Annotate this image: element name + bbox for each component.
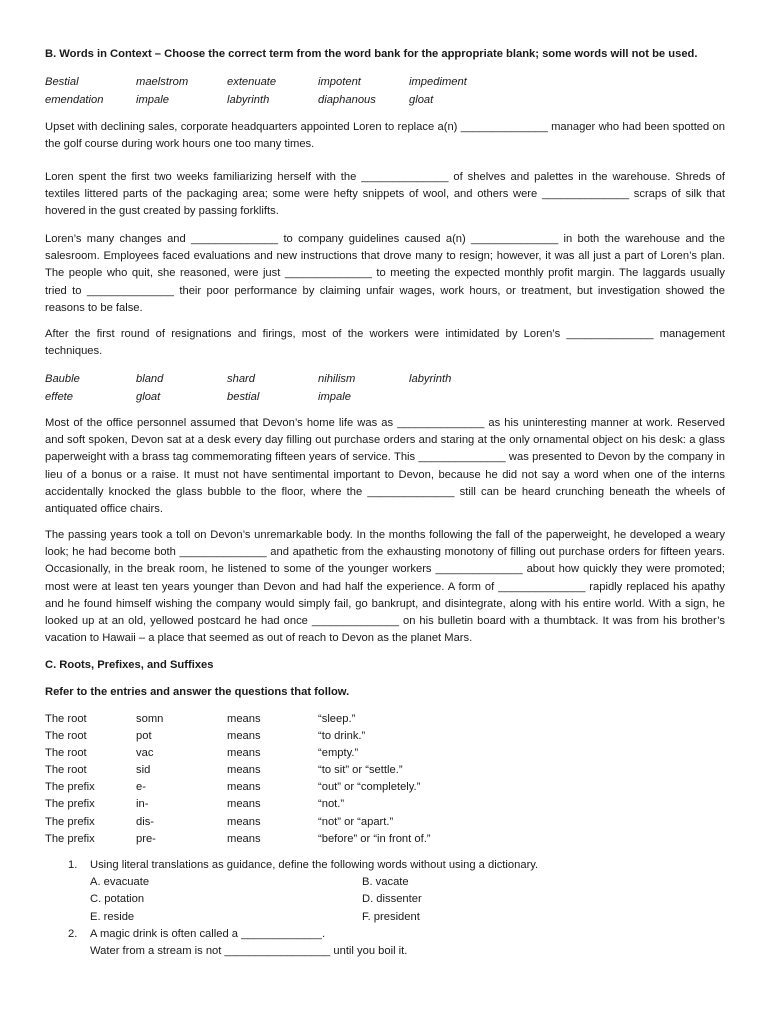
entry-kind: The root (45, 747, 87, 760)
word-bank-row (45, 92, 505, 110)
word-bank-term: effete (45, 390, 73, 403)
section-c-instruction: Refer to the entries and answer the questions that follow. (45, 686, 350, 698)
entry-kind: The root (45, 730, 87, 743)
prefix-entry (45, 779, 545, 796)
entry-kind: The root (45, 764, 87, 777)
entry-definition: “empty.” (318, 747, 359, 760)
root-entry (45, 711, 545, 728)
question-body (90, 926, 560, 960)
entry-kind: The prefix (45, 798, 95, 811)
word-bank-term: labyrinth (227, 93, 270, 106)
paragraph-4: After the first round of resignations and firings, most of the workers were intimidated by Loren’s ______________ management techniques. (45, 328, 725, 358)
word-bank-term: maelstrom (136, 76, 189, 88)
word-bank-term: impale (136, 93, 169, 106)
entry-part: pre- (136, 832, 156, 845)
entry-definition: “out” or “completely.” (318, 781, 421, 794)
entry-kind: The prefix (45, 781, 95, 794)
word-bank-term: Bestial (45, 76, 79, 88)
entry-kind: The prefix (45, 832, 95, 845)
paragraph-5: Most of the office personnel assumed that Devon’s home life was as ______________ as his uninteresting manner at work. Reserved and soft spoken, Devon sat at a desk every day filling out purchase orders and staring at the only ornamental object on his desk: a glass paperweight with a brass tag commemorating fifteen years of service. This ______________ was presented to Devon by the company in lieu of a bonus or a raise. It must not have sentimental important to Devon, because he did not say a word when one of the interns accidentally knocked the glass bubble to the floor, where the ______________ still can be heard crunching beneath the wheels of antiquated office chairs. (45, 417, 725, 516)
question-text: Water from a stream is not _________________ until you boil it. (90, 945, 408, 958)
entry-kind: The root (45, 713, 87, 725)
word-bank-term: gloat (409, 93, 434, 106)
word-bank-term: extenuate (227, 76, 277, 88)
entry-kind: The prefix (45, 815, 95, 828)
section-b-heading: B. Words in Context – Choose the correct term from the word bank for the appropriate blank; some words will not be used. (45, 48, 698, 60)
word-bank-term: gloat (136, 390, 161, 403)
question-text: Using literal translations as guidance, define the following words without using a dictionary. (90, 859, 539, 871)
word-pair (90, 909, 560, 926)
question-text: A magic drink is often called a _____________. (90, 928, 326, 940)
entry-definition: “not.” (318, 798, 345, 811)
word-bank-term: bestial (227, 390, 260, 403)
word-bank-term: Bauble (45, 373, 80, 385)
question-number: 1. (68, 859, 78, 871)
word-bank-term: shard (227, 373, 255, 385)
paragraph-6: The passing years took a toll on Devon’s unremarkable body. In the months following the fall of the paperweight, he developed a weary look; he had become both ______________ and apathetic from the exhausting monotony of filling out purchase orders for fifteen years. Occasionally, in the break room, he listened to some of the younger workers ______________ about how quickly they were promoted; most were at least ten years younger than Devon and had half the experience. A form of ______________ rapidly replaced his apathy and he found himself wishing the company would simply fail, go bankrupt, and disintegrate, along with his entire world. With a sign, he looked up at an old, yellowed postcard he had once ______________ on his bulletin board with a thumbtack. It was from his brother’s vacation to Hawaii – a place that seemed as out of reach to Devon as the planet Mars. (45, 529, 725, 645)
entry-means: means (227, 747, 261, 760)
prefix-entry (45, 831, 545, 848)
word-bank-row (45, 74, 505, 92)
entry-part: sid (136, 764, 151, 777)
prefix-entry (45, 814, 545, 831)
entry-part: vac (136, 747, 154, 760)
word-bank-term: impale (318, 390, 351, 403)
entry-part: e- (136, 781, 146, 794)
entry-part: somn (136, 713, 164, 725)
word-pair (90, 874, 560, 891)
word-item: D. dissenter (362, 893, 422, 906)
entry-definition: “before” or “in front of.” (318, 832, 431, 845)
entry-means: means (227, 713, 261, 725)
word-pair (90, 891, 560, 908)
entry-means: means (227, 798, 261, 811)
roots-table (45, 711, 545, 848)
entry-definition: “not” or “apart.” (318, 815, 394, 828)
entry-means: means (227, 764, 261, 777)
entry-definition: “sleep.” (318, 713, 356, 725)
word-bank-1 (45, 74, 505, 109)
entry-means: means (227, 730, 261, 743)
word-bank-row (45, 389, 505, 407)
section-c-heading: C. Roots, Prefixes, and Suffixes (45, 659, 214, 671)
root-entry (45, 762, 545, 779)
entry-part: dis- (136, 815, 155, 828)
question-number: 2. (68, 928, 78, 940)
root-entry (45, 745, 545, 762)
entry-means: means (227, 832, 261, 845)
word-bank-term: labyrinth (409, 373, 452, 385)
paragraph-1: Upset with declining sales, corporate headquarters appointed Loren to replace a(n) ______________ manager who had been spotted on the golf course during work hours one too many times. (45, 121, 725, 151)
entry-definition: “to sit” or “settle.” (318, 764, 403, 777)
word-item: E. reside (90, 910, 135, 923)
paragraph-2: Loren spent the first two weeks familiarizing herself with the ______________ of shelves and palettes in the warehouse. Shreds of textiles littered parts of the packaging area; some were hefty snippets of wool, and others were ______________ scraps of silk that hovered in the gust created by passing forklifts. (45, 171, 725, 218)
word-bank-row (45, 371, 505, 389)
entry-definition: “to drink.” (318, 730, 366, 743)
word-item: A. evacuate (90, 876, 150, 889)
word-item: C. potation (90, 893, 145, 906)
word-item: F. president (362, 910, 420, 923)
word-bank-term: nihilism (318, 373, 356, 385)
root-entry (45, 728, 545, 745)
prefix-entry (45, 796, 545, 813)
word-bank-term: impotent (318, 76, 361, 88)
word-bank-term: emendation (45, 93, 104, 106)
word-bank-term: diaphanous (318, 93, 376, 106)
entry-means: means (227, 815, 261, 828)
question-body (90, 857, 560, 926)
word-bank-2 (45, 371, 505, 406)
paragraph-3: Loren’s many changes and ______________ to company guidelines caused a(n) ______________ in both the warehouse and the salesroom. Employees faced evaluations and new instructions that drove many to resign; however, it was all just a part of Loren’s plan. The people who quit, she reasoned, were just ______________ to meeting the expected monthly profit margin. The laggards usually tried to ______________ their poor performance by claiming unfair wages, work hours, or treatment, but investigation showed the reasons to be false. (45, 233, 725, 314)
word-item: B. vacate (362, 876, 409, 889)
word-bank-term: bland (136, 373, 164, 385)
entry-means: means (227, 781, 261, 794)
word-bank-term: impediment (409, 76, 467, 88)
entry-part: in- (136, 798, 149, 811)
entry-part: pot (136, 730, 152, 743)
